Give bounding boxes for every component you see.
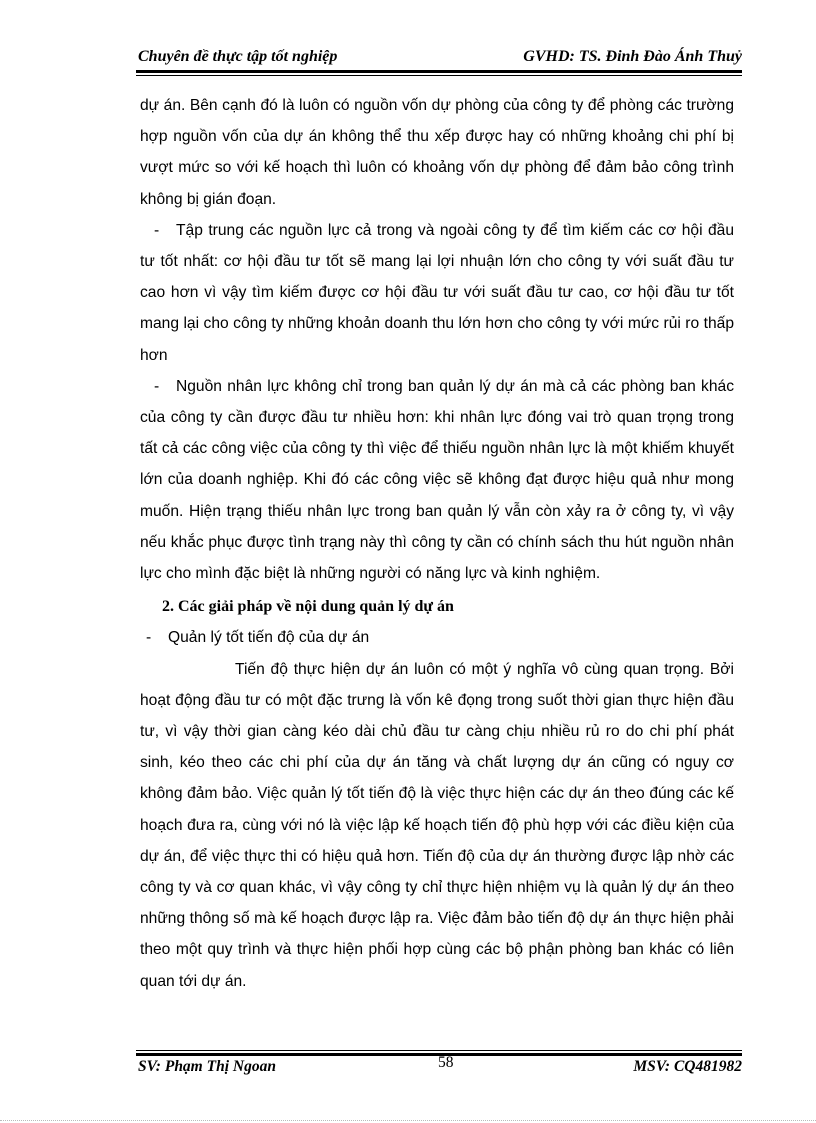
- footer-student-name: SV: Phạm Thị Ngoan: [138, 1058, 276, 1075]
- section-heading: 2. Các giải pháp về nội dung quản lý dự án: [162, 598, 454, 616]
- bullet-paragraph-human-resources: [140, 371, 734, 589]
- bullet-dash: -: [154, 377, 160, 395]
- page-header: [138, 48, 742, 68]
- bullet-text-resources: Tập trung các nguồn lực cả trong và ngoài công ty để tìm kiếm các cơ hội đầu tư tốt nhất: cơ hội đầu tư tốt sẽ mang lại lợi nhuận lớn cho công ty với suất đầu tư cao hơn vì vậy tìm kiếm được cơ hội đầu tư với suất đầu tư cao, cơ hội đầu tư tốt mang lại cho công ty những khoản doanh thu lớn hơn cho công ty với mức rủi ro thấp hơn: [140, 221, 734, 364]
- page-bottom-border: [0, 1120, 816, 1121]
- bullet-paragraph-resources: [140, 215, 734, 371]
- sub-bullet-schedule: [140, 622, 734, 653]
- bullet-dash: -: [146, 629, 152, 647]
- page-footer: [138, 1054, 742, 1080]
- header-title: Chuyên đề thực tập tốt nghiệp: [138, 48, 338, 65]
- page-body: [140, 90, 734, 997]
- header-supervisor: GVHD: TS. Đinh Đào Ánh Thuỷ: [523, 48, 742, 65]
- footer-rule-thin: [136, 1050, 742, 1051]
- bullet-dash: -: [154, 221, 160, 239]
- sub-bullet-text: Quản lý tốt tiến độ của dự án: [168, 629, 370, 647]
- header-rule-thin: [136, 75, 742, 76]
- paragraph-schedule: Tiến độ thực hiện dự án luôn có một ý nghĩa vô cùng quan trọng. Bởi hoạt động đầu tư có một đặc trưng là vốn kê đọng trong suốt thời gian thực hiện đầu tư, vì vậy thời gian càng kéo dài chủ đầu tư càng chịu nhiều rủ ro do chi phí phát sinh, kéo theo các chi phí của dự án tăng và chất lượng dự án cũng có nguy cơ không đảm bảo. Việc quản lý tốt tiến độ là việc thực hiện các dự án theo đúng các kế hoạch đưa ra, cùng với nó là việc lập kế hoạch tiến độ phù hợp với các điều kiện của dự án, để việc thực thi có hiệu quả hơn. Tiến độ của dự án thường được lập nhờ các công ty và cơ quan khác, vì vậy công ty chỉ thực hiện nhiệm vụ là quản lý dự án theo những thông số mà kế hoạch được lập ra. Việc đảm bảo tiến độ dự án thực hiện phải theo một quy trình và thực hiện phối hợp cùng các bộ phận phòng ban khác có liên quan tới dự án.: [140, 660, 734, 990]
- header-rule: [136, 70, 742, 73]
- footer-student-id: MSV: CQ481982: [633, 1058, 742, 1075]
- paragraph-intro: dự án. Bên cạnh đó là luôn có nguồn vốn dự phòng của công ty để phòng các trường hợp nguồn vốn của dự án không thể thu xếp được hay có những khoảng chi phí bị vượt mức so với kế hoạch thì luôn có khoảng vốn dự phòng để đảm bảo công trình không bị gián đoạn.: [140, 97, 734, 208]
- bullet-text-human-resources: Nguồn nhân lực không chỉ trong ban quản lý dự án mà cả các phòng ban khác của công ty cần được đầu tư nhiều hơn: khi nhân lực đóng vai trò quan trọng trong tất cả các công việc của công ty thì việc để thiếu nguồn nhân lực là một khiếm khuyết lớn của doanh nghiệp. Khi đó các công việc sẽ không đạt được hiệu quả như mong muốn. Hiện trạng thiếu nhân lực trong ban quản lý vẫn còn xảy ra ở công ty, vì vậy nếu khắc phục được tình trạng này thì công ty cần có chính sách thu hút nguồn nhân lực cho mình đặc biệt là những người có năng lực và kinh nghiệm.: [140, 377, 734, 583]
- page-number: 58: [438, 1054, 454, 1071]
